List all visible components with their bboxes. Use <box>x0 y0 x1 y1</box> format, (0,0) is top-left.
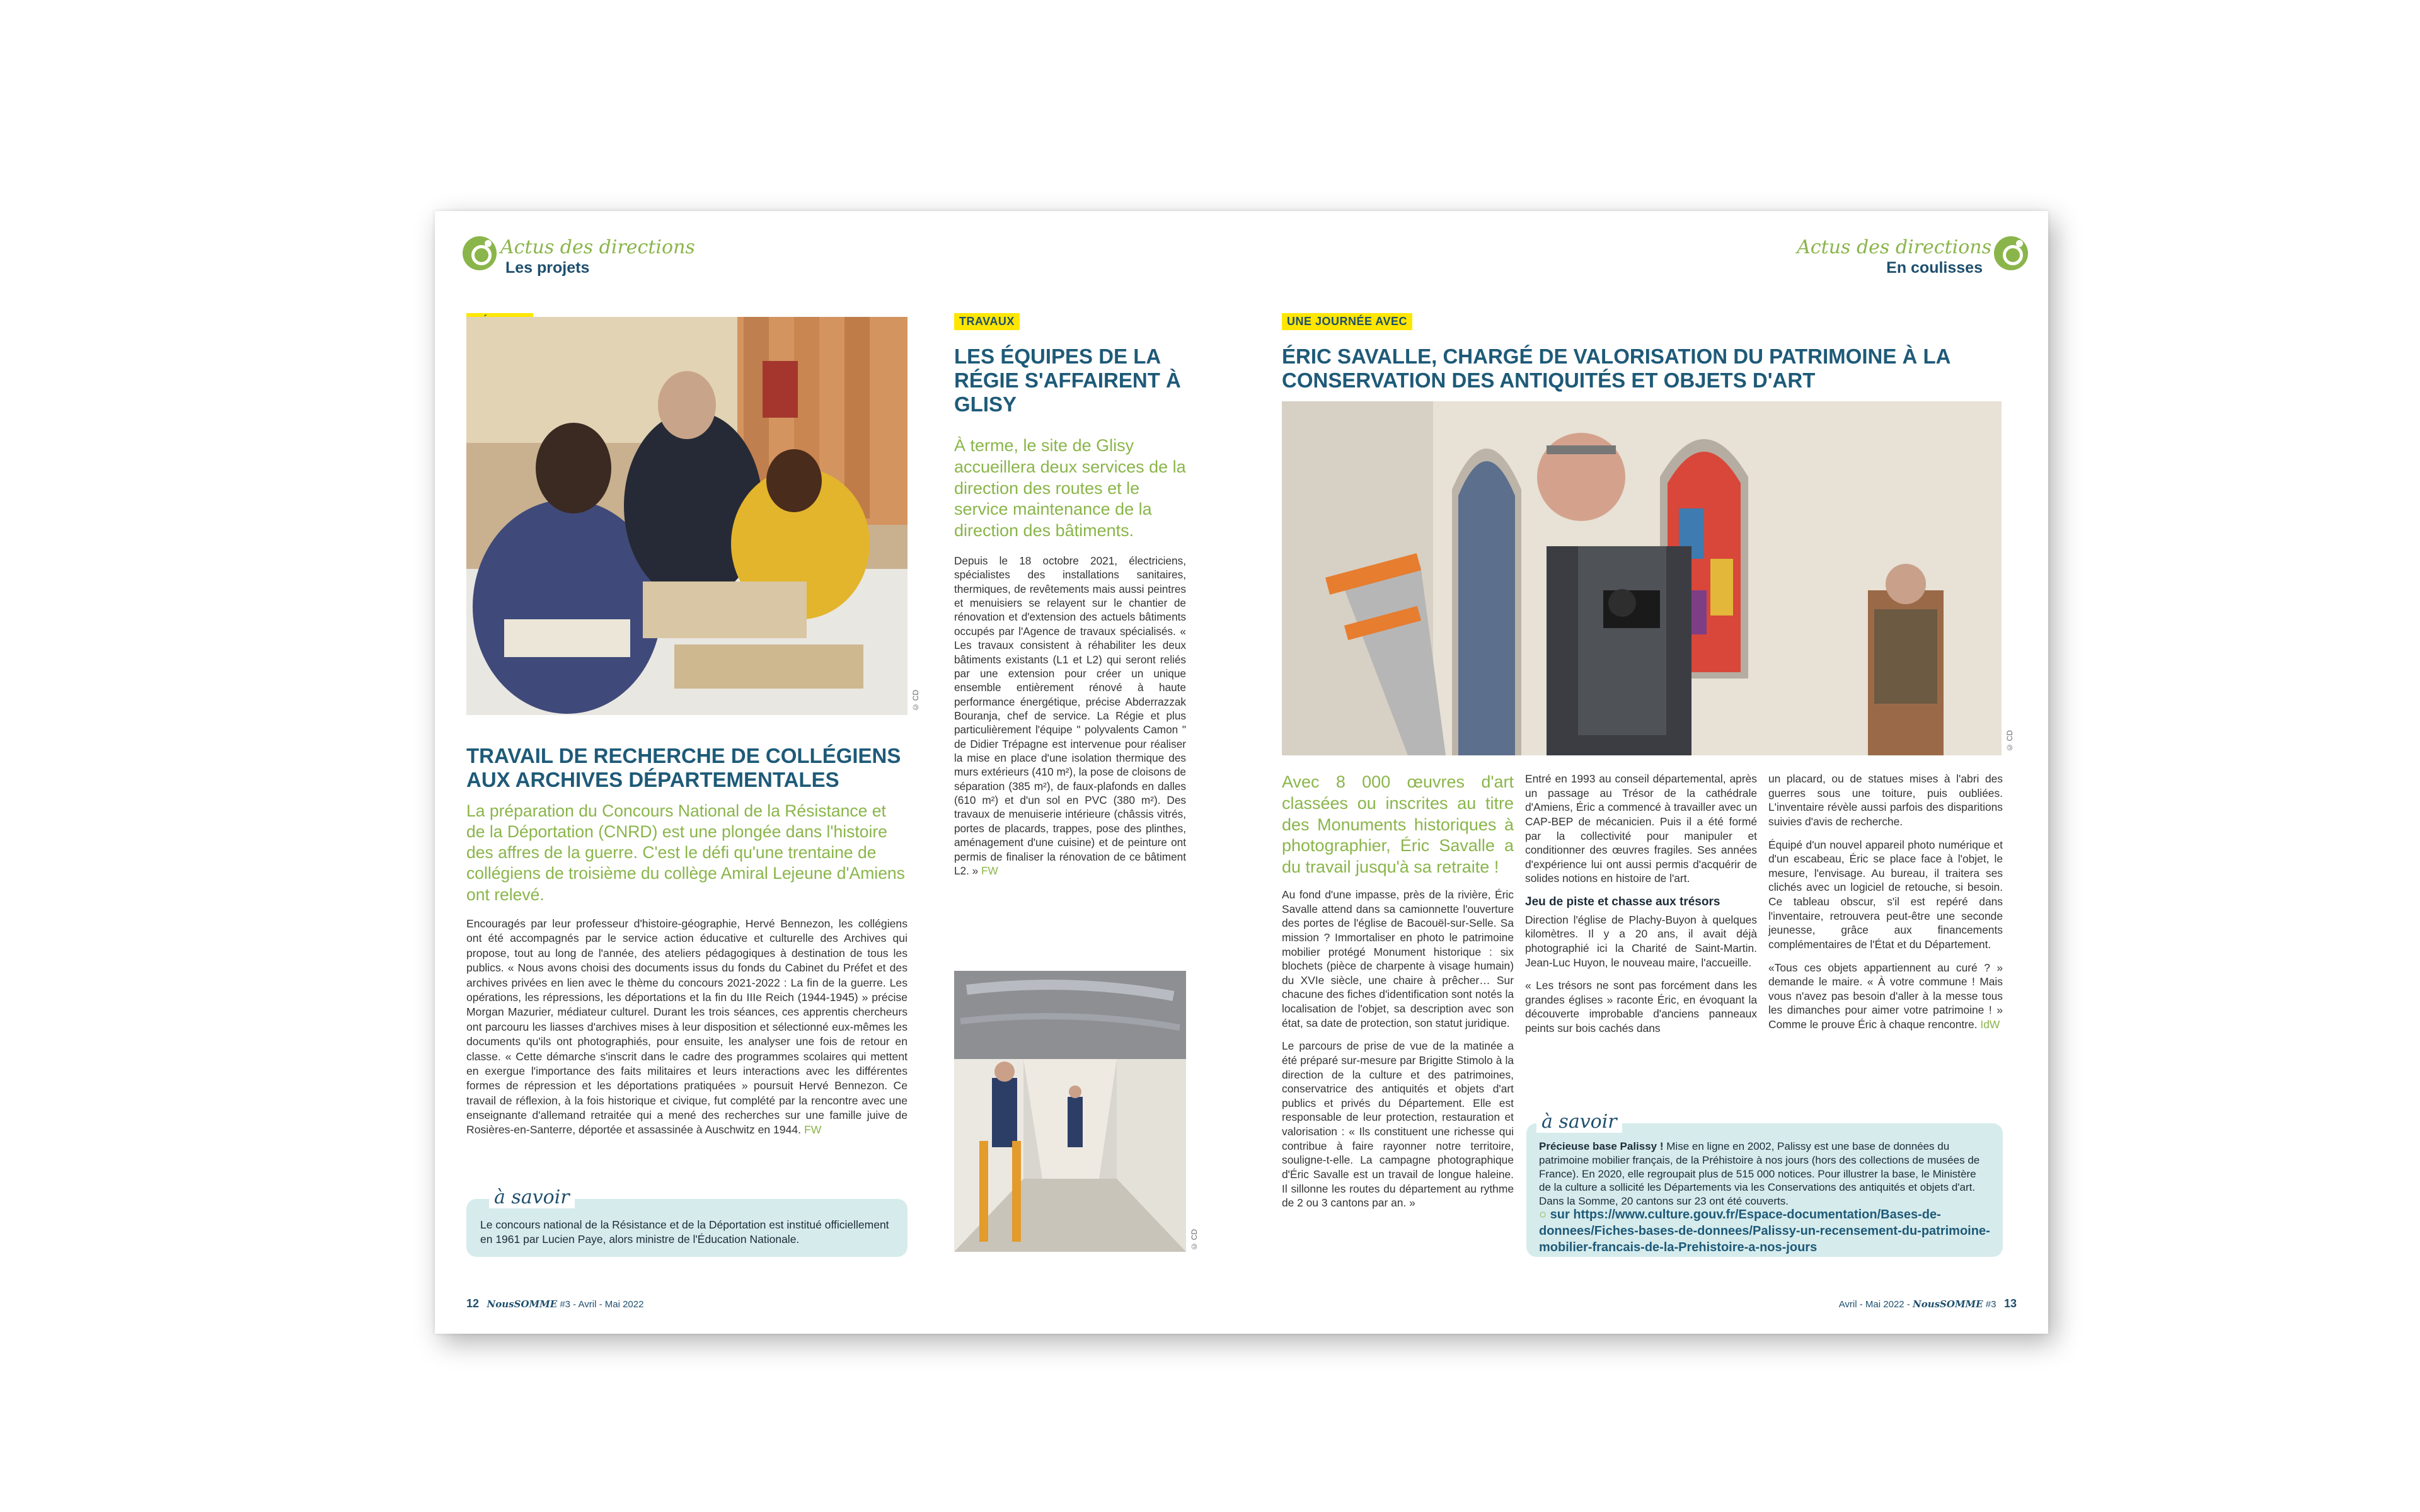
photo-credit: © CD <box>911 690 920 712</box>
students-archives-photo <box>466 317 908 715</box>
issue-number: #3 <box>560 1299 571 1310</box>
info-box-title: à savoir <box>489 1186 575 1208</box>
paragraph <box>1768 961 2003 1032</box>
article2-body <box>954 554 1186 878</box>
paragraph: Le parcours de prise de vue de la matinée a été préparé sur-mesure par Brigitte Stimolo à la direction de la culture et des patrimoines, conservatrice des antiquités et objets d'art publics et privés du Département. Elle est responsable de leur protection, restauration et valorisation : « Ils constituent une richesse qui contribue à faire rayonner notre territoire, souligne-t-elle. La campagne photographique d'Éric Savalle est un travail de longue haleine. Il sillonne les routes du département au rythme de 2 ou 3 cantons par an. » <box>1282 1040 1514 1210</box>
paragraph: Au fond d'une impasse, près de la rivière, Éric Savalle attend dans sa camionnette l'ouverture des portes de l'église de Bacouël-sur-Selle. Sa mission ? Immortaliser en photo le patrimoine mobilier protégé Monument historique : six blochets (pièce de charpente à visage humain) du XVIe siècle, une chaire à prêcher… Sur chacune des fiches d'identification sont notés la localisation de l'objet, sa description avec son état, sa date de protection, son statut juridique. <box>1282 888 1514 1029</box>
photo-credit: © CD <box>1190 1229 1199 1251</box>
issue-number: #3 <box>1985 1299 1997 1310</box>
author-initials: FW <box>981 864 998 877</box>
paragraph-text: «Tous ces objets appartiennent au curé ? » demande le maire. « À votre commune ! Mais vous n'avez pas besoin d'aller à la messe tous les dimanches pour aimer votre patrimoine ! » Comme le prouve Éric à chaque rencontre. <box>1768 961 2003 1031</box>
magazine-brand: NousSOMME <box>487 1298 558 1310</box>
paragraph: Direction l'église de Plachy-Buyon à quelques kilomètres. Il y a 20 ans, il avait déjà photographié ici la Charité de Saint-Martin. Jean-Luc Huyon, le nouveau maire, l'accueille. <box>1525 913 1757 969</box>
workers-corridor-photo <box>954 971 1186 1252</box>
photo-credit: © CD <box>2005 730 2014 752</box>
article1-body-text: Encouragés par leur professeur d'histoire-géographie, Hervé Bennezon, les collégiens ont été accompagnés par le service action éducative et culturelle des Archives qui propose, tout au long de l'année, des ateliers pédagogiques à destination de tous les publics. « Nous avons choisi des documents issus du fonds du Cabinet du Préfet et des archives privées en lien avec le thème du concours 2021-2022 : La fin de la guerre. Les opérations, les répressions, les déportations et la fin du IIIe Reich (1944-1945) » précise Morgan Mazurier, médiateur culturel. Durant les trois séances, ces apprentis chercheurs ont parcouru les liasses d'archives mises à leur disposition et sélectionné eux-mêmes les documents qu'ils ont photographiés, pour ensuite, les analyser une fois de retour en classe. « Cette démarche s'inscrit dans le cadre des programmes scolaires qui mettent en exergue l'importance des faits militaires et leurs interactions avec les différentes formes de répression et les déportations pratiquées » poursuit Hervé Bennezon. Ce travail de réflexion, à la fois historique et civique, fut complété par la rencontre avec une enseignante d'allemand retraitée qui a mené des recherches sur une famille juive de Rosières-en-Santerre, déportée et assassinée à Auschwitz en 1944. <box>466 917 908 1137</box>
right-section-subtitle: En coulisses <box>1886 259 1983 277</box>
paragraph: Équipé d'un nouvel appareil photo numérique et d'un escabeau, Éric se place face à l'objet, le mesure, l'envisage. Au bureau, il traitera ses clichés avec un logiciel de retouche, si besoin. Ce tableau obscur, s'il est repéré dans l'inventaire, retrouvera peut-être une seconde jeunesse, grâce aux financements complémentaires de l'État et du Département. <box>1768 838 2003 951</box>
article3-column3 <box>1768 772 2003 1041</box>
link-bullet-icon: ○ <box>1539 1208 1550 1222</box>
subheading: Jeu de piste et chasse aux trésors <box>1525 895 1720 908</box>
left-section-subtitle: Les projets <box>505 259 590 277</box>
article1-lead: La préparation du Concours National de la Résistance et de la Déportation (CNRD) est une plongée dans l'histoire des affres de la guerre. C'est le défi qu'une trentaine de collégiens de troisième du collège Amiral Lejeune d'Amiens ont relevé. <box>466 801 905 904</box>
article1-info-box <box>466 1186 908 1257</box>
department-logo-icon <box>1994 236 2028 270</box>
info-box-bold-title: Précieuse base Palissy ! <box>1539 1140 1664 1152</box>
magazine-spread <box>435 211 2048 1334</box>
article2-tag: TRAVAUX <box>954 313 1020 330</box>
footer-left: 12 NousSOMME #3 - Avril - Mai 2022 <box>466 1297 644 1310</box>
article2-lead: À terme, le site de Glisy accueillera deux services de la direction des routes et le service maintenance de la direction des bâtiments. <box>954 436 1186 540</box>
paragraph: un placard, ou de statues mises à l'abri des guerres sous une toiture, puis oubliées. L'inventaire révèle aussi parfois des disparitions suivies d'avis de recherche. <box>1768 772 2003 828</box>
link-text[interactable]: sur https://www.culture.gouv.fr/Espace-documentation/Bases-de-donnees/Fiches-bases-de-donnees/Palissy-un-recensement-du-patrimoine-mobilier-francais-de-la-Prehistoire-a-nos-jours <box>1539 1208 1990 1254</box>
article2-headline: LES ÉQUIPES DE LA RÉGIE S'AFFAIRENT À GLISY <box>954 345 1181 416</box>
info-box-text: Mise en ligne en 2002, Palissy est une base de données du patrimoine mobilier français, de la Préhistoire à nos jours (hors des collections de musées de France). En 2020, elle regroupait plus de 515 000 notices. Pour illustrer la base, le Ministère de la culture a sollicité les Départements via les Conservations des antiquités et objets d'art. Dans la Somme, 20 cantons sur 23 ont été couverts. <box>1539 1140 1980 1207</box>
right-section-title: Actus des directions <box>1797 236 1991 258</box>
article3-headline: ÉRIC SAVALLE, CHARGÉ DE VALORISATION DU PATRIMOINE À LA CONSERVATION DES ANTIQUITÉS ET OBJETS D'ART <box>1282 345 1950 392</box>
department-logo-icon <box>463 236 497 270</box>
article3-info-box <box>1526 1111 2003 1257</box>
issue-date: Avril - Mai 2022 <box>578 1299 644 1310</box>
info-box-text-block <box>1539 1140 1990 1208</box>
article1-headline: TRAVAIL DE RECHERCHE DE COLLÉGIENS AUX ARCHIVES DÉPARTEMENTALES <box>466 744 901 791</box>
issue-date: Avril - Mai 2022 <box>1838 1299 1904 1310</box>
magazine-brand: NousSOMME <box>1912 1298 1983 1310</box>
article2-body-text: Depuis le 18 octobre 2021, électriciens, spécialistes des installations sanitaires, thermiques, de revêtements mais aussi peintres et menuisiers se relayent sur le chantier de rénovation et d'extension des actuels bâtiments occupés par l'Agence de travaux spécialisés. « Les travaux consistent à réhabiliter les deux bâtiments existants (L1 et L2) qui seront reliés par une extension pour créer un unique ensemble entièrement rénové à haute performance énergétique, précise Abderrazzak Bouranja, chef de service. La Régie et plus particulièrement l'équipe " polyvalents Camon " de Didier Trépagne est intervenue pour réaliser la mise en place d'une isolation thermique des murs extérieurs (410 m²), la pose de cloisons de séparation (385 m²), de faux-plafonds en dalles (610 m²) et d'un sol en PVC (380 m²). Des travaux de menuiserie intérieure (châssis vitrés, portes de placards, trappes, pose des plinthes, aménagement d'une cuisine) et de peinture ont permis de finaliser la rénovation de ce bâtiment L2. » <box>954 554 1186 877</box>
info-box-text: Le concours national de la Résistance et de la Déportation est institué officiellement en 1961 par Lucien Paye, alors ministre de l'Éducation Nationale. <box>480 1218 889 1246</box>
article1-body <box>466 917 908 1138</box>
left-section-title: Actus des directions <box>500 236 695 258</box>
eric-savalle-church-photo <box>1282 401 2002 755</box>
article3-column2 <box>1525 772 1757 1045</box>
footer-right: Avril - Mai 2022 - NousSOMME #3 13 <box>1838 1297 2017 1310</box>
info-box-title: à savoir <box>1536 1111 1622 1133</box>
article3-column1 <box>1282 888 1514 1219</box>
paragraph: « Les trésors ne sont pas forcément dans les grandes églises » raconte Éric, en évoquant la découverte improbable d'anciens panneaux peints sur bois cachés dans <box>1525 979 1757 1035</box>
palissy-link[interactable] <box>1539 1206 1990 1256</box>
author-initials: FW <box>804 1123 822 1137</box>
article3-tag: UNE JOURNÉE AVEC <box>1282 313 1412 330</box>
page-number: 13 <box>2003 1297 2017 1310</box>
article3-lead: Avec 8 000 œuvres d'art classées ou inscrites au titre des Monuments historiques à photographier, Éric Savalle a du travail jusqu'à sa retraite ! <box>1282 772 1514 876</box>
page-number: 12 <box>466 1297 480 1310</box>
author-initials: IdW <box>1980 1018 2000 1031</box>
paragraph: Entré en 1993 au conseil départemental, après un passage au Trésor de la cathédrale d'Amiens, Éric a commencé à travailler avec un CAP-BEP de mécanicien. Puis il a été formé par la collectivité pour manipuler et conditionner des œuvres fragiles. Ses années d'expérience lui ont aussi permis d'acquérir de solides notions en histoire de l'art. <box>1525 772 1757 885</box>
